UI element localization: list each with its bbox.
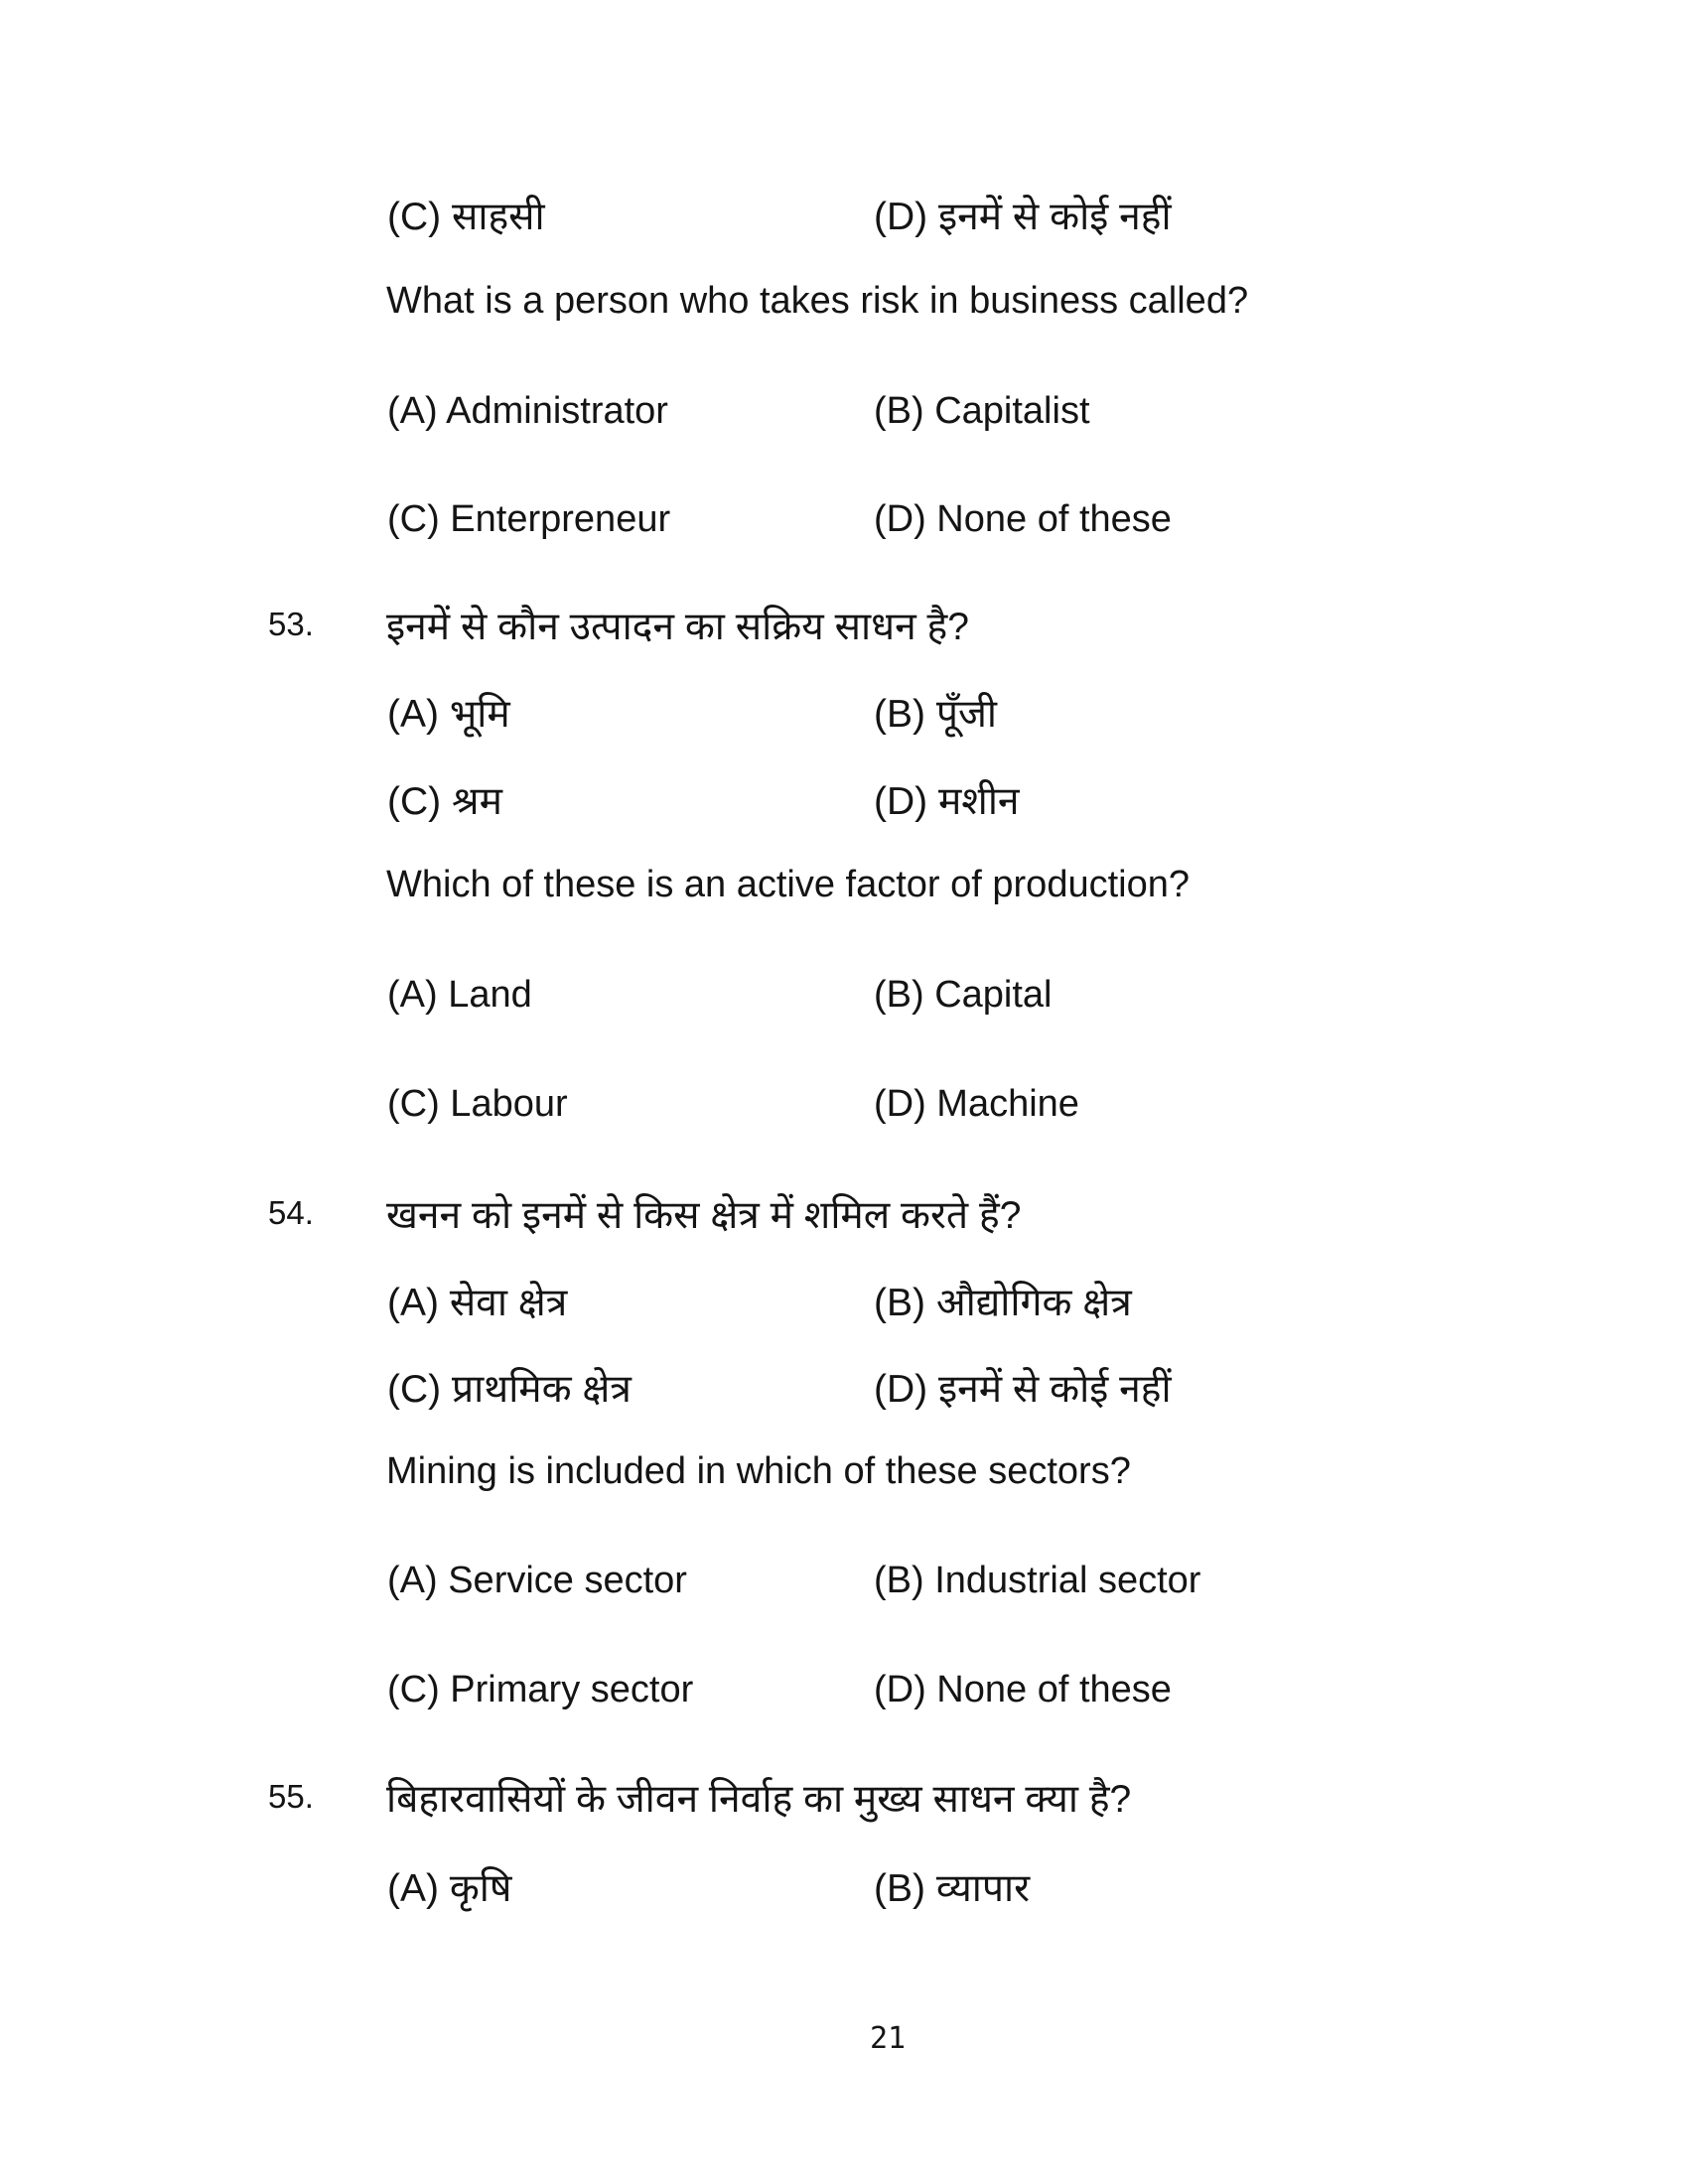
- page-number: 21: [870, 2021, 907, 2056]
- option-a-english: (A) Land: [387, 974, 532, 1016]
- option-b-hindi: (B) व्यापार: [874, 1867, 1031, 1910]
- question-text-hindi: इनमें से कौन उत्पादन का सक्रिय साधन है?: [386, 606, 969, 648]
- option-c-hindi: (C) प्राथमिक क्षेत्र: [387, 1368, 632, 1411]
- option-d-hindi: (D) मशीन: [874, 780, 1020, 823]
- option-c-hindi: (C) साहसी: [387, 196, 545, 238]
- question-text-english: Mining is included in which of these sectors?: [386, 1450, 1131, 1492]
- question-text-hindi: बिहारवासियों के जीवन निर्वाह का मुख्य साधन क्या है?: [386, 1778, 1132, 1821]
- option-c-english: (C) Enterpreneur: [387, 498, 671, 540]
- option-a-english: (A) Service sector: [387, 1560, 687, 1601]
- option-b-hindi: (B) औद्योगिक क्षेत्र: [874, 1282, 1132, 1324]
- option-c-english: (C) Labour: [387, 1083, 568, 1125]
- option-d-english: (D) None of these: [874, 498, 1172, 540]
- question-number: 55.: [268, 1778, 314, 1815]
- option-b-english: (B) Industrial sector: [874, 1560, 1201, 1601]
- option-a-hindi: (A) भूमि: [387, 693, 510, 736]
- option-d-hindi: (D) इनमें से कोई नहीं: [874, 1368, 1172, 1411]
- question-number: 53.: [268, 606, 314, 642]
- option-a-hindi: (A) कृषि: [387, 1867, 512, 1910]
- option-d-english: (D) Machine: [874, 1083, 1079, 1125]
- option-b-english: (B) Capital: [874, 974, 1053, 1016]
- option-b-hindi: (B) पूँजी: [874, 693, 998, 736]
- option-d-english: (D) None of these: [874, 1669, 1172, 1710]
- option-b-english: (B) Capitalist: [874, 390, 1090, 432]
- option-a-english: (A) Administrator: [387, 390, 668, 432]
- option-c-hindi: (C) श्रम: [387, 780, 502, 823]
- option-c-english: (C) Primary sector: [387, 1669, 694, 1710]
- question-text-hindi: खनन को इनमें से किस क्षेत्र में शमिल करते हैं?: [386, 1194, 1022, 1237]
- question-text-english: What is a person who takes risk in business called?: [386, 280, 1249, 322]
- question-number: 54.: [268, 1194, 314, 1231]
- option-a-hindi: (A) सेवा क्षेत्र: [387, 1282, 568, 1324]
- option-d-hindi: (D) इनमें से कोई नहीं: [874, 196, 1172, 238]
- question-text-english: Which of these is an active factor of production?: [386, 864, 1190, 905]
